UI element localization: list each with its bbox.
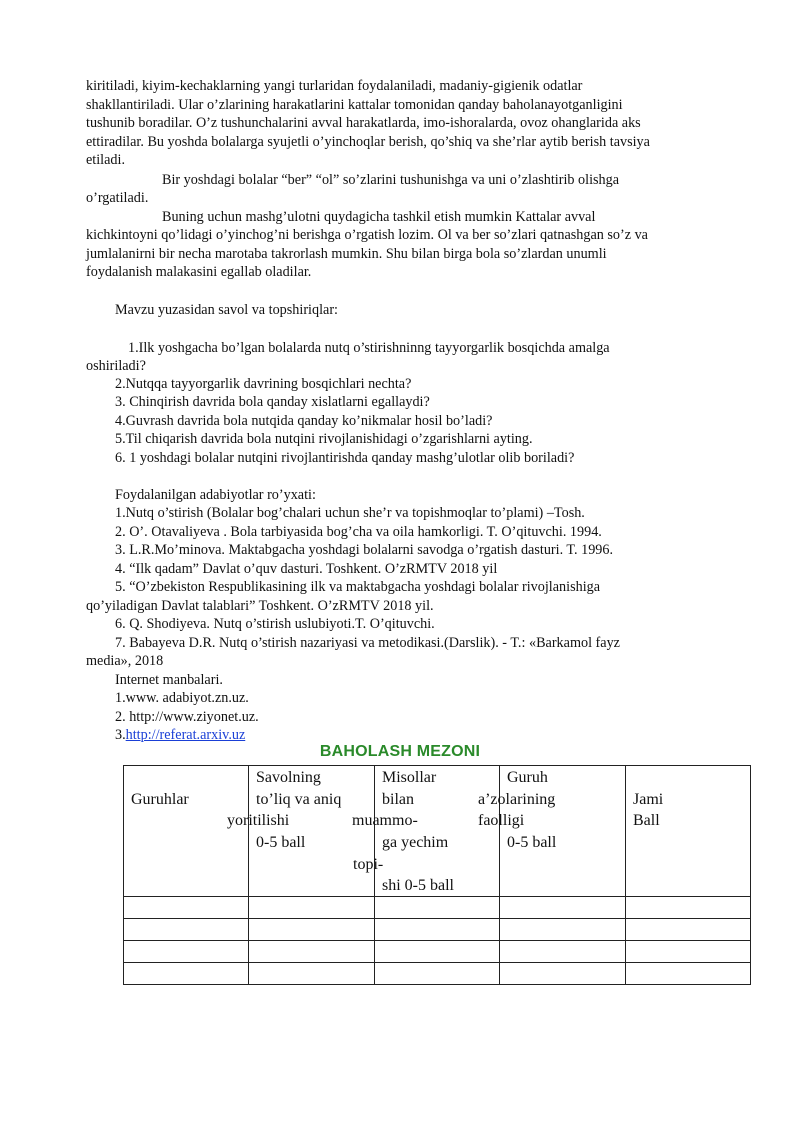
header-text: faolligi [478,812,525,829]
header-cell-total [626,766,751,897]
header-text: yoritilishi [227,812,290,829]
assessment-table [123,765,751,985]
table-header-row [124,766,751,897]
table-cell [500,919,626,941]
header-text: topi- [353,856,384,873]
question-line: 5.Til chiqarish davrida bola nutqini rivojlanishidagi o’zgarishlarni ayting. [115,431,533,447]
table-cell [500,963,626,985]
table-row [124,897,751,919]
table-cell [124,897,249,919]
table-cell [626,963,751,985]
table-cell [249,963,375,985]
body-line: jumlalanirni bir necha marotaba takrorlash mumkin. Shu bilan birga bola so’zlardan unumli [86,246,607,262]
header-text: Savolning [256,769,321,786]
question-line: 1.Ilk yoshgacha bo’lgan bolalarda nutq o’stirishninng tayyorgarlik bosqichda amalga [128,340,610,356]
reference-line: 1.www. adabiyot.zn.uz. [115,690,249,706]
body-line: Buning uchun mashg’ulotni quydagicha tashkil etish mumkin Kattalar avval [162,209,596,225]
header-text: muammo- [352,812,418,829]
header-text: Misollar [382,769,437,786]
internet-sources-title: Internet manbalari. [115,672,223,688]
table-row [124,963,751,985]
question-line: oshiriladi? [86,358,146,374]
table-cell [500,941,626,963]
body-line: kichkintoyni qo’lidagi o’yinchog’ni berishga o’rgatish lozim. Ol va ber so’zlari qatnashgan so’z va [86,227,648,243]
body-line: o’rgatiladi. [86,190,149,206]
body-line: ettiradilar. Bu yoshda bolalarga syujetli o’yinchoqlar berish, qo’shiq va she’rlar aytib berish tavsiya [86,134,650,150]
reference-line: 3. L.R.Mo’minova. Maktabgacha yoshdagi bolalarni savodga o’rgatish dasturi. T. 1996. [115,542,614,558]
questions-title: Mavzu yuzasidan savol va topshiriqlar: [115,302,339,318]
body-line: Bir yoshdagi bolalar “ber” “ol” so’zlarini tushunishga va uni o’zlashtirib olishga [162,172,620,188]
table-cell [124,919,249,941]
reference-line: 6. Q. Shodiyeva. Nutq o’stirish uslubiyoti.T. O’qituvchi. [115,616,435,632]
table-cell [124,963,249,985]
references-title: Foydalanilgan adabiyotlar ro’yxati: [115,487,316,503]
question-line: 3. Chinqirish davrida bola qanday xislatlarni egallaydi? [115,394,430,410]
header-text: Guruh [507,769,548,786]
header-text: Ball [633,812,660,829]
table-cell [626,941,751,963]
table-cell [375,919,500,941]
reference-line: 1.Nutq o’stirish (Bolalar bog’chalari uchun she’r va topishmoqlar to’plami) –Tosh. [115,505,585,521]
table-cell [249,941,375,963]
header-text: Guruhlar [131,791,189,808]
question-line: 4.Guvrash davrida bola nutqida qanday ko’nikmalar hosil bo’ladi? [115,413,493,429]
header-text: shi 0-5 ball [382,877,454,894]
reference-line: 2. http://www.ziyonet.uz. [115,709,259,725]
header-text: 0-5 ball [507,834,557,851]
reference-line: 2. O’. Otavaliyeva . Bola tarbiyasida bog’cha va oila hamkorligi. T. O’qituvchi. 1994. [115,524,602,540]
header-text: to’liq va aniq [256,791,342,808]
table-cell [375,897,500,919]
question-line: 2.Nutqqa tayyorgarlik davrining bosqichlari nechta? [115,376,412,392]
body-line: etiladi. [86,152,126,168]
assessment-title: BAHOLASH MEZONI [319,743,481,760]
body-line: kiritiladi, kiyim-kechaklarning yangi turlaridan foydalaniladi, madaniy-gigienik odatlar [86,78,583,94]
table-cell [626,919,751,941]
header-cell-activity [478,766,626,897]
table-cell [249,919,375,941]
reference-line: media», 2018 [86,653,164,669]
reference-link[interactable]: http://referat.arxiv.uz [125,727,246,743]
table-row [124,941,751,963]
header-text: Jami [633,791,664,808]
reference-link-line [115,726,245,745]
question-line: 6. 1 yoshdagi bolalar nutqini rivojlantirishda qanday mashg’ulotlar olib boriladi? [115,450,575,466]
body-line: shakllantiriladi. Ular o’zlarining harakatlarini kattalar tomonidan qanday baholanayotganligini [86,97,623,113]
header-text: a’zolarining [478,791,556,808]
reference-line: 5. “O’zbekiston Respublikasining ilk va maktabgacha yoshdagi bolalar rivojlanishiga [115,579,601,595]
header-text: 0-5 ball [256,834,306,851]
body-line: tushunib boradilar. O’z tushunchalarini avval harakatlarda, imo-ishoralarda, ovoz ohanglarida aks [86,115,641,131]
table-cell [249,897,375,919]
reference-line: qo’yiladigan Davlat talablari” Toshkent. O’zRMTV 2018 yil. [86,598,434,614]
table-cell [375,941,500,963]
table-cell [124,941,249,963]
reference-line: 4. “Ilk qadam” Davlat o’quv dasturi. Toshkent. O’zRMTV 2018 yil [115,561,498,577]
header-text: bilan [382,791,414,808]
table-cell [375,963,500,985]
table-cell [500,897,626,919]
table-row [124,919,751,941]
header-text: ga yechim [382,834,449,851]
body-line: foydalanish malakasini egallab oladilar. [86,264,312,280]
table-cell [626,897,751,919]
reference-link-prefix: 3. [115,727,126,743]
reference-line: 7. Babayeva D.R. Nutq o’stirish nazariyasi va metodikasi.(Darslik). - T.: «Barkamol fayz [115,635,620,651]
